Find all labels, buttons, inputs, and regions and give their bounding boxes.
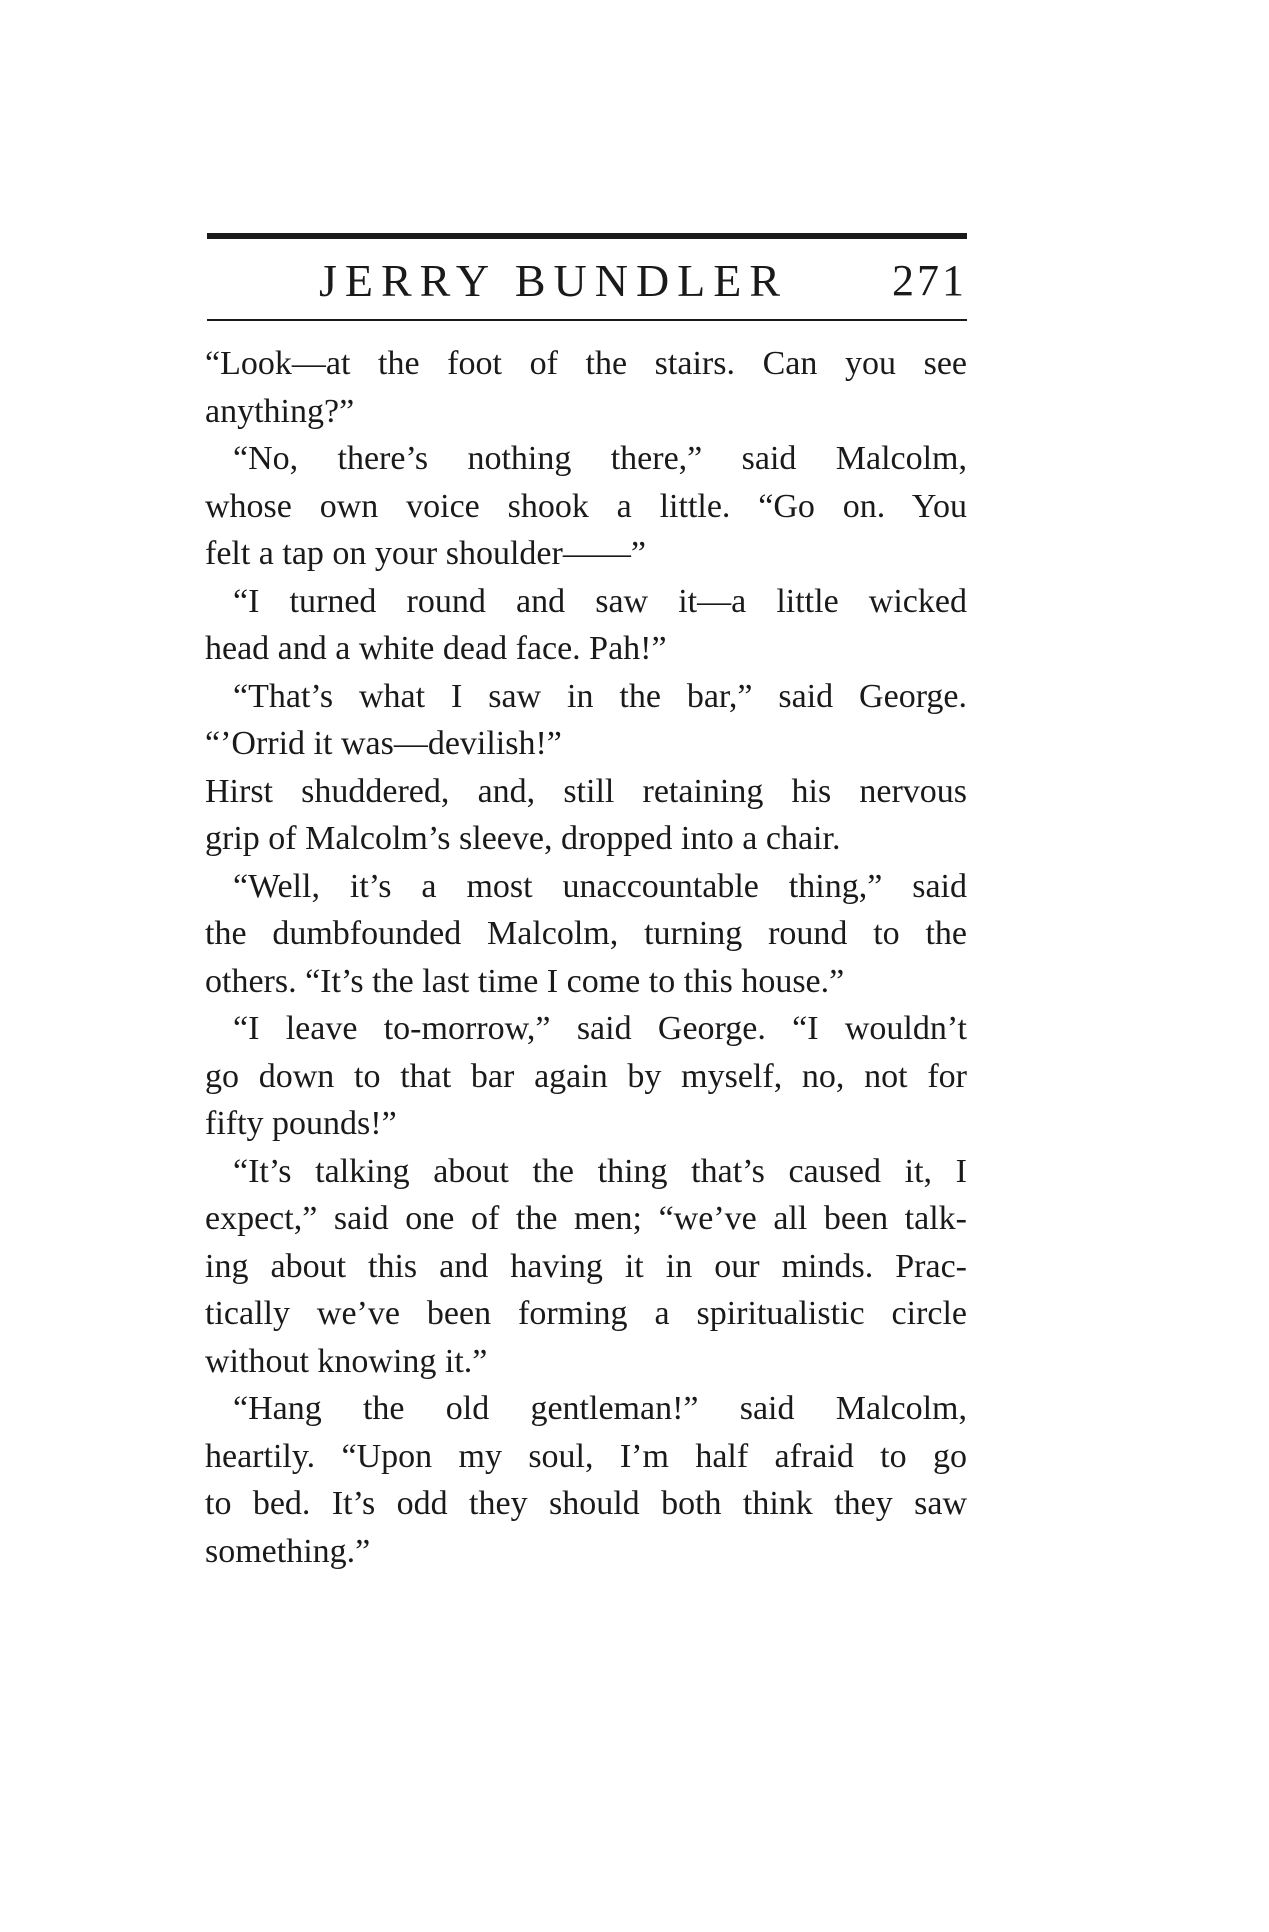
paragraph [205, 578, 967, 673]
paragraph [205, 1385, 967, 1575]
text-line: “’Orrid it was—devilish!” [205, 725, 562, 762]
text-line: “Look—at the foot of the stairs. Can you see [205, 345, 967, 382]
paragraph [205, 435, 967, 578]
text-line: head and a white dead face. Pah!” [205, 630, 667, 667]
text-line: to bed. It’s odd they should both think they saw [205, 1485, 967, 1522]
text-line: “Well, it’s a most unaccountable thing,” said [233, 867, 967, 905]
text-line: tically we’ve been forming a spiritualistic circle [205, 1295, 967, 1332]
text-line: felt a tap on your shoulder——” [205, 535, 646, 572]
text-line: Hirst shuddered, and, still retaining his nervous [205, 772, 967, 810]
text-line: “Hang the old gentleman!” said Malcolm, [233, 1390, 967, 1427]
text-line: anything?” [205, 392, 355, 430]
text-line: go down to that bar again by myself, no, not for [205, 1057, 967, 1095]
running-title: JERRY BUNDLER [319, 255, 789, 306]
text-line: grip of Malcolm’s sleeve, dropped into a chair. [205, 820, 841, 857]
text-line: expect,” said one of the men; “we’ve all been talk- [205, 1200, 967, 1237]
paragraph [205, 673, 967, 768]
text-line: “I leave to-morrow,” said George. “I wouldn’t [233, 1010, 967, 1047]
text-line: “It’s talking about the thing that’s caused it, I [233, 1152, 967, 1190]
paragraph [205, 768, 967, 863]
text-line: fifty pounds!” [205, 1105, 397, 1142]
paragraph [205, 863, 967, 1006]
text-line: “I turned round and saw it—a little wicked [233, 582, 967, 620]
text-line: something.” [205, 1532, 371, 1570]
text-line: others. “It’s the last time I come to this house.” [205, 962, 845, 1000]
text-line: whose own voice shook a little. “Go on. You [205, 487, 967, 525]
header-bottom-rule [207, 319, 967, 321]
page-number: 271 [892, 256, 967, 305]
paragraph [205, 340, 967, 435]
text-line: the dumbfounded Malcolm, turning round to the [205, 915, 967, 952]
body-text [205, 340, 967, 1575]
text-line: without knowing it.” [205, 1342, 488, 1380]
header-top-rule [207, 233, 967, 239]
text-line: ing about this and having it in our minds. Prac- [205, 1247, 967, 1285]
paragraph [205, 1148, 967, 1386]
text-line: heartily. “Upon my soul, I’m half afraid to go [205, 1437, 967, 1475]
text-line: “No, there’s nothing there,” said Malcolm, [233, 440, 967, 477]
text-line: “That’s what I saw in the bar,” said George. [233, 677, 967, 715]
paragraph [205, 1005, 967, 1148]
running-head [207, 253, 967, 309]
